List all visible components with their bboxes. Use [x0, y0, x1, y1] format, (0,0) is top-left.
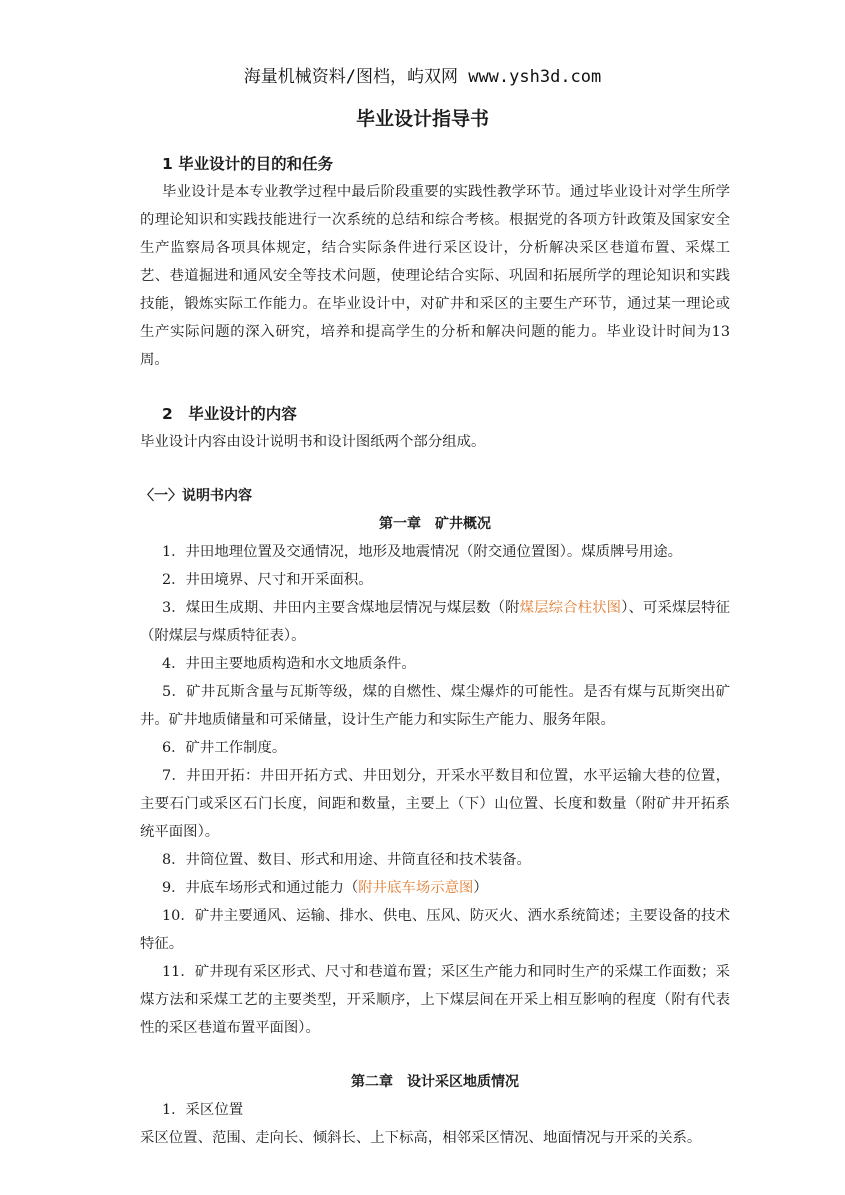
list-item-text: ） [473, 880, 488, 896]
document-body [140, 150, 730, 1152]
chapter-1-label: 第一章 [379, 516, 421, 532]
list-item: 5．矿井瓦斯含量与瓦斯等级，煤的自燃性、煤尘爆炸的可能性。是否有煤与瓦斯突出矿井。矿井地质储量和可采储量，设计生产能力和实际生产能力、服务年限。 [140, 684, 730, 728]
section-2-heading: 2 毕业设计的内容 [162, 405, 297, 423]
coal-seam-column-link[interactable]: 煤层综合柱状图 [519, 600, 622, 616]
chapter-2-name: 设计采区地质情况 [407, 1074, 519, 1090]
chapter-1-heading [140, 510, 730, 538]
list-item: 10．矿井主要通风、运输、排水、供电、压风、防灭火、洒水系统简述；主要设备的技术特征。 [140, 908, 730, 952]
chapter-2-heading [140, 1068, 730, 1096]
list-item-text: ）、可采煤层特征（附煤层与煤质特征表）。 [140, 600, 730, 644]
list-item: 11．矿井现有采区形式、尺寸和巷道布置；采区生产能力和同时生产的采煤工作面数；采煤方法和采煤工艺的主要类型，开采顺序，上下煤层间在开采上相互影响的程度（附有代表性的采区巷道布置平面图）。 [140, 964, 730, 1036]
watermark-header: 海量机械资料/图档，屿双网 www.ysh3d.com [243, 67, 602, 87]
list-item: 4．井田主要地质构造和水文地质条件。 [162, 656, 416, 672]
list-item: 7．井田开拓：井田开拓方式、井田划分，开采水平数目和位置，水平运输大巷的位置，主要石门或采区石门长度，间距和数量，主要上（下）山位置、长度和数量（附矿井开拓系统平面图）。 [140, 768, 730, 840]
list-item [140, 874, 730, 902]
document-title: 毕业设计指导书 [355, 108, 489, 130]
section-1-heading: 1 毕业设计的目的和任务 [162, 155, 334, 173]
list-item-body: 采区位置、范围、走向长、倾斜长、上下标高，相邻采区情况、地面情况与开采的关系。 [140, 1130, 702, 1146]
section-1-body: 毕业设计是本专业教学过程中最后阶段重要的实践性教学环节。通过毕业设计对学生所学的理论知识和实践技能进行一次系统的总结和综合考核。根据党的各项方针政策及国家安全生产监察局各项具体规定，结合实际条件进行采区设计，分析解决采区巷道布置、采煤工艺、巷道掘进和通风安全等技术问题，使理论结合实际、巩固和拓展所学的理论知识和实践技能，锻炼实际工作能力。在毕业设计中，对矿井和采区的主要生产环节，通过某一理论或生产实际问题的深入研究，培养和提高学生的分析和解决问题的能力。毕业设计时间为13周。 [140, 184, 730, 368]
subsection-heading: 〈一〉说明书内容 [140, 488, 252, 504]
section-2-body: 毕业设计内容由设计说明书和设计图纸两个部分组成。 [140, 434, 486, 450]
list-item: 1．井田地理位置及交通情况，地形及地震情况（附交通位置图）。煤质牌号用途。 [162, 544, 683, 560]
shaft-bottom-diagram-link[interactable]: 附井底车场示意图 [358, 880, 474, 896]
chapter-1-name: 矿井概况 [435, 516, 491, 532]
list-item [140, 594, 730, 650]
list-item: 8．井筒位置、数目、形式和用途、井筒直径和技术装备。 [162, 852, 531, 868]
list-item-text: 3．煤田生成期、井田内主要含煤地层情况与煤层数（附 [162, 600, 520, 616]
list-item: 6．矿井工作制度。 [162, 740, 287, 756]
chapter-2-label: 第二章 [351, 1074, 393, 1090]
list-item: 2．井田境界、尺寸和开采面积。 [162, 572, 373, 588]
list-item: 1．采区位置 [162, 1102, 244, 1118]
list-item-text: 9．井底车场形式和通过能力（ [162, 880, 359, 896]
